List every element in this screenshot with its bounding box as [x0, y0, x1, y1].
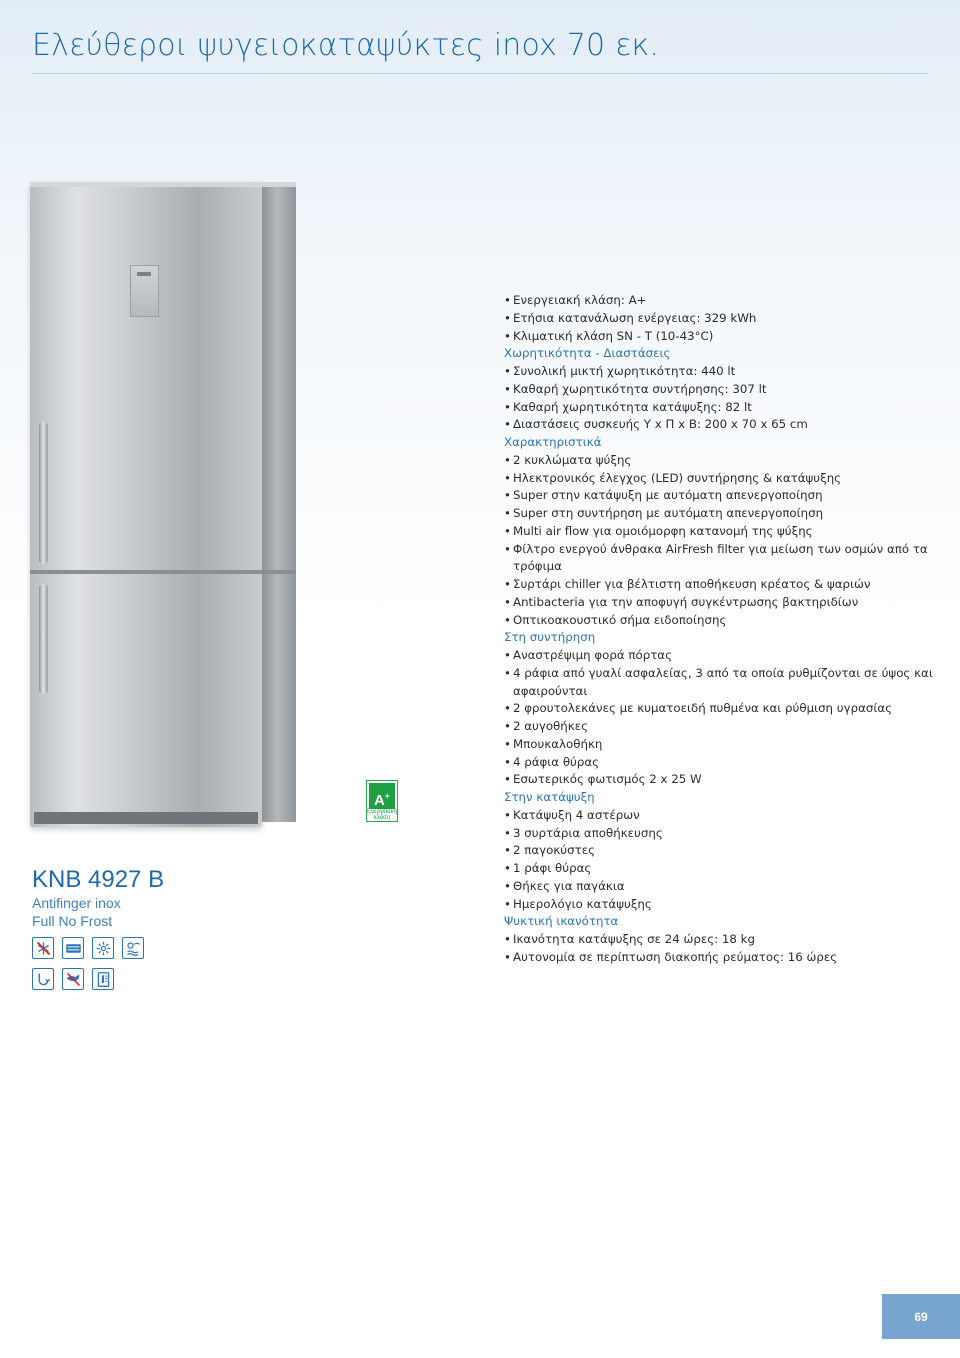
spec-item: • Μπουκαλοθήκη — [504, 736, 934, 754]
page-title: Ελεύθεροι ψυγειοκαταψύκτες inox 70 εκ. — [32, 28, 660, 63]
feature-icons-row-1 — [32, 937, 144, 959]
spec-item: • Αναστρέψιμη φορά πόρτας — [504, 647, 934, 665]
fridge-side — [262, 186, 296, 822]
spec-item: • Θήκες για παγάκια — [504, 878, 934, 896]
spec-section-heading: Χαρακτηριστικά — [504, 435, 602, 449]
fridge-bottom-grille — [34, 812, 258, 824]
fridge-upper-handle — [39, 422, 48, 564]
spec-item: • 3 συρτάρια αποθήκευσης — [504, 825, 934, 843]
fridge-top-edge — [30, 182, 296, 187]
spec-item: • Καθαρή χωρητικότητα συντήρησης: 307 lt — [504, 381, 934, 399]
fridge-lower-handle — [39, 584, 48, 694]
super-freeze-icon — [122, 937, 144, 959]
spec-item: • Κλιματική κλάση SN - T (10-43°C) — [504, 328, 934, 346]
product-info — [32, 866, 164, 930]
spec-section-heading: Στη συντήρηση — [504, 630, 596, 645]
spec-item: • 2 αυγοθήκες — [504, 718, 934, 736]
spec-item: • Ικανότητα κατάψυξης σε 24 ώρες: 18 kg — [504, 931, 934, 949]
feature-icons-row-2 — [32, 968, 114, 990]
spec-item: • Οπτικοακουστικό σήμα ειδοποίησης — [504, 612, 934, 630]
spec-item: • Ηλεκτρονικός έλεγχος (LED) συντήρησης & κατάψυξης — [504, 470, 934, 488]
spec-item: • Ενεργειακή κλάση: A+ — [504, 292, 934, 310]
spec-item: • 4 ράφια από γυαλί ασφαλείας, 3 από τα οποία ρυθμίζονται σε ύψος και αφαιρούνται — [504, 665, 934, 701]
energy-class-label: Ενεργειακή κλάση — [367, 809, 397, 821]
fridge-image — [30, 182, 300, 827]
spec-item: • Αυτονομία σε περίπτωση διακοπής ρεύματος: 16 ώρες — [504, 949, 934, 967]
spec-item: • Multi air flow για ομοιόμορφη κατανομή της ψύξης — [504, 523, 934, 541]
energy-class-letter: A — [373, 792, 385, 809]
spec-item: • Φίλτρο ενεργού άνθρακα AirFresh filter για μείωση των οσμών από τα τρόφιμα — [504, 541, 934, 577]
spec-item: • Διαστάσεις συσκευής Υ x Π x Β: 200 x 70 x 65 cm — [504, 416, 934, 434]
spec-section-heading: Ψυκτική ικανότητα — [504, 914, 619, 929]
spec-item: • Super στην κατάψυξη με αυτόματη απενεργοποίηση — [504, 487, 934, 505]
spec-item: • Super στη συντήρηση με αυτόματη απενεργοποίηση — [504, 505, 934, 523]
energy-class-badge — [366, 780, 398, 822]
energy-class-plus: + — [384, 791, 391, 801]
super-cool-icon — [62, 968, 84, 990]
spec-item: • Εσωτερικός φωτισμός 2 x 25 W — [504, 771, 934, 789]
spec-item: • Ημερολόγιο κατάψυξης — [504, 896, 934, 914]
spec-item: • 2 κυκλώματα ψύξης — [504, 452, 934, 470]
door-reversible-icon — [32, 968, 54, 990]
spec-item: • 2 φρουτολεκάνες με κυματοειδή πυθμένα και ρύθμιση υγρασίας — [504, 700, 934, 718]
multi-air-flow-icon — [92, 937, 114, 959]
page-number: 69 — [882, 1294, 960, 1339]
antibacteria-icon — [62, 937, 84, 959]
spec-item: • Κατάψυξη 4 αστέρων — [504, 807, 934, 825]
spec-item: • Antibacteria για την αποφυγή συγκέντρωσης βακτηριδίων — [504, 594, 934, 612]
spec-item: • 1 ράφι θύρας — [504, 860, 934, 878]
energy-class-mark — [369, 783, 395, 809]
fridge-door-seam — [30, 570, 296, 574]
spec-item: • 2 παγοκύστες — [504, 842, 934, 860]
model-finish: Antifinger inox — [32, 895, 121, 911]
spec-item: • Συρτάρι chiller για βέλτιστη αποθήκευση κρέατος & ψαριών — [504, 576, 934, 594]
spec-section-heading: Στην κατάψυξη — [504, 790, 595, 804]
spec-item: • 4 ράφια θύρας — [504, 754, 934, 772]
model-name: KNB 4927 B — [32, 866, 165, 893]
alarm-icon — [92, 968, 114, 990]
spec-section-heading: Χωρητικότητα - Διαστάσεις — [504, 346, 671, 361]
spec-item: • Ετήσια κατανάλωση ενέργειας: 329 kWh — [504, 310, 934, 328]
spec-list — [504, 292, 934, 967]
model-technology: Full No Frost — [32, 913, 113, 929]
title-divider — [32, 73, 928, 74]
spec-item: • Συνολική μικτή χωρητικότητα: 440 lt — [504, 363, 934, 381]
fridge-control-panel — [130, 265, 159, 317]
no-frost-icon — [32, 937, 54, 959]
spec-item: • Καθαρή χωρητικότητα κατάψυξης: 82 lt — [504, 399, 934, 417]
